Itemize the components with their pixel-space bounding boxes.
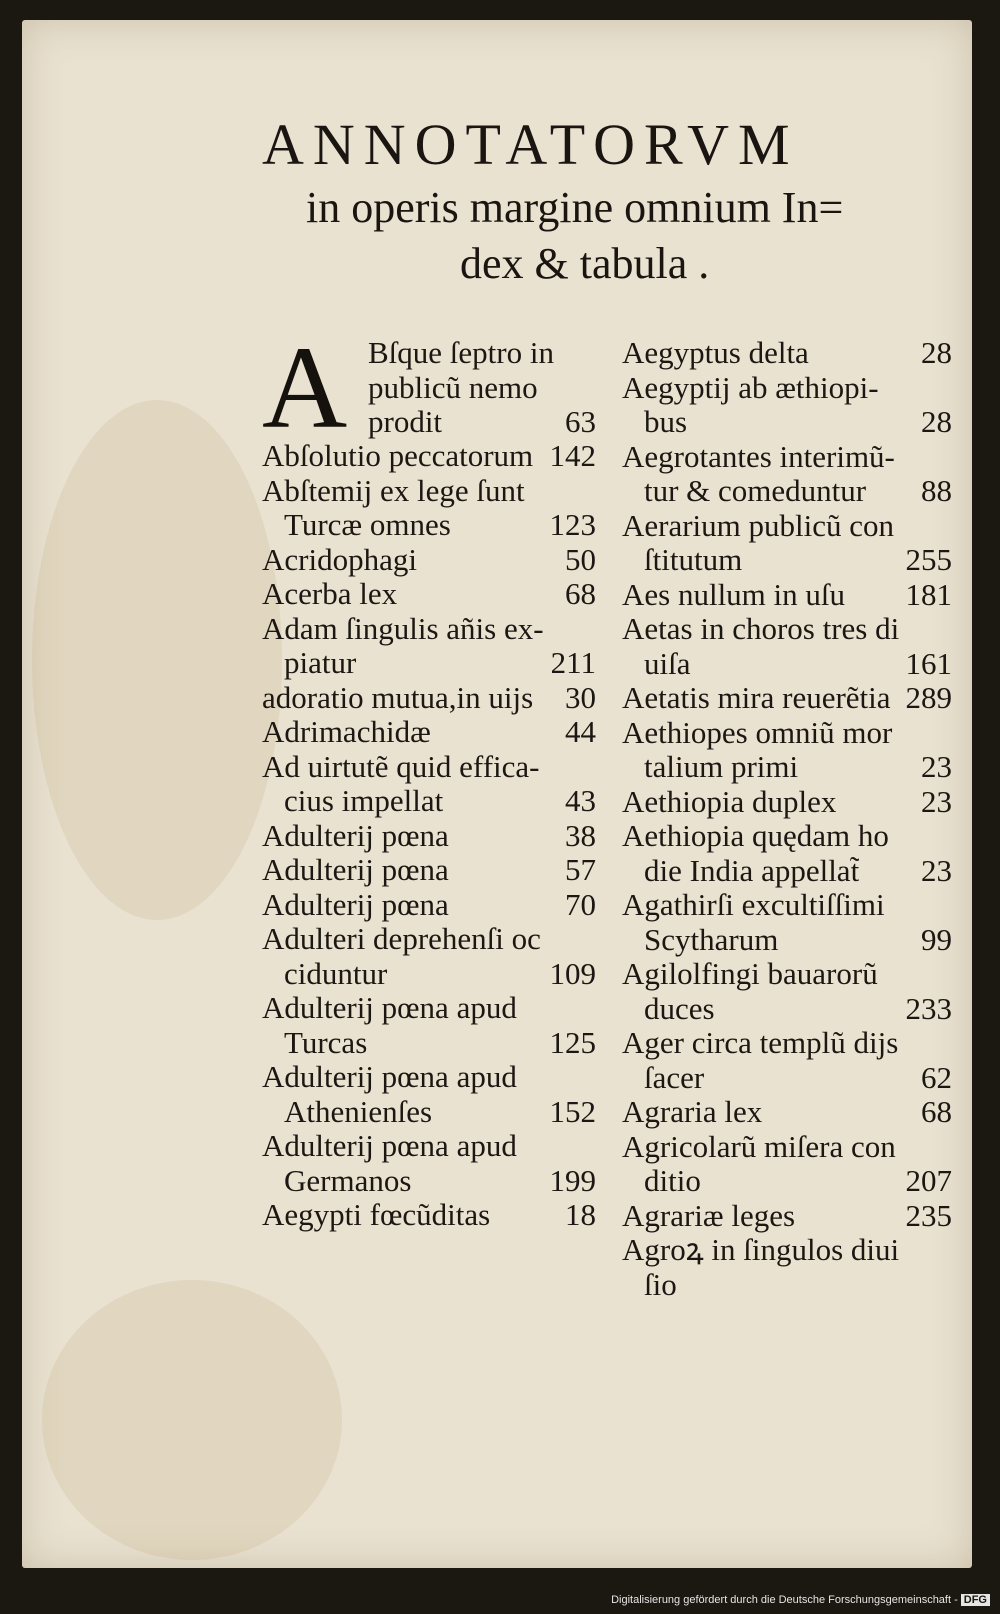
initial-entry bbox=[262, 322, 596, 453]
paper-stain bbox=[32, 400, 282, 920]
entry-text: Adulteri deprehenſi oc bbox=[262, 921, 541, 956]
index-entry bbox=[262, 888, 596, 923]
index-entry bbox=[262, 991, 596, 1060]
title-line-2: in operis margine omnium In= bbox=[306, 183, 844, 232]
entry-text: Ad uirtutẽ quid effica- bbox=[262, 748, 540, 784]
index-entry bbox=[622, 1130, 952, 1199]
entry-text: Agroꝝ in ſingulos diui bbox=[622, 1232, 900, 1267]
entry-continuation: ditio bbox=[644, 1164, 701, 1198]
entry-continuation: ſacer bbox=[644, 1060, 705, 1095]
entry-text: Aegyptus delta bbox=[622, 336, 809, 370]
index-entry bbox=[262, 681, 596, 716]
page-number: 44 bbox=[565, 714, 596, 749]
entry-continuation: bus bbox=[644, 405, 688, 439]
page-number: 161 bbox=[905, 645, 952, 681]
initial-entry-line: Bſque ſeptro in bbox=[368, 335, 554, 370]
page-number: 30 bbox=[565, 679, 596, 715]
entry-text: Abſolutio peccatorum bbox=[262, 439, 534, 473]
entry-continuation: cius impellat bbox=[284, 784, 444, 818]
index-entry bbox=[262, 577, 596, 612]
index-entry bbox=[622, 578, 952, 613]
entry-text: Agrariæ leges bbox=[622, 1198, 796, 1233]
index-column-left bbox=[262, 322, 596, 1233]
page-number: 28 bbox=[921, 404, 952, 439]
paper-stain bbox=[42, 1280, 342, 1560]
page-number: 23 bbox=[921, 852, 952, 888]
index-entry bbox=[262, 1060, 596, 1129]
index-entry bbox=[262, 922, 596, 991]
page-number: 23 bbox=[921, 783, 952, 819]
entry-text: Agraria lex bbox=[622, 1095, 763, 1129]
drop-cap-initial: A bbox=[262, 322, 348, 453]
index-entry bbox=[622, 716, 952, 785]
page-number: 23 bbox=[921, 749, 952, 784]
page-number: 43 bbox=[565, 783, 596, 818]
title-line-3: dex & tabula . bbox=[460, 239, 710, 288]
index-entry bbox=[622, 1199, 952, 1234]
entry-text: Adulterij pœna apud bbox=[262, 1059, 517, 1094]
entry-continuation: ſio bbox=[644, 1267, 677, 1302]
index-entry bbox=[622, 888, 952, 957]
entry-text: Acridophagi bbox=[262, 542, 417, 577]
page-number: 57 bbox=[565, 852, 596, 887]
entry-text: Aegrotantes interimũ- bbox=[622, 438, 895, 474]
index-entry bbox=[262, 715, 596, 750]
entry-continuation: Turcæ omnes bbox=[284, 508, 451, 542]
page-number: 68 bbox=[565, 576, 596, 611]
index-entry bbox=[262, 474, 596, 543]
index-entry bbox=[622, 336, 952, 371]
page-number: 99 bbox=[921, 921, 952, 957]
entry-text: Aes nullum in uſu bbox=[622, 577, 846, 612]
page-number: 199 bbox=[549, 1162, 596, 1198]
entry-continuation: tur & comeduntur bbox=[644, 474, 867, 508]
index-entry bbox=[262, 1198, 596, 1233]
index-entry bbox=[622, 1095, 952, 1130]
index-entry bbox=[262, 1129, 596, 1198]
index-entry bbox=[622, 785, 952, 820]
dfg-logo: DFG bbox=[961, 1594, 990, 1606]
index-entry bbox=[622, 957, 952, 1026]
entry-text: Agathirſi excultiſſimi bbox=[622, 887, 885, 922]
page-number: 233 bbox=[905, 990, 952, 1026]
entry-text: Aerarium publicũ con bbox=[622, 507, 895, 543]
index-entry bbox=[262, 819, 596, 854]
entry-text: Aethiopia quędam ho bbox=[622, 818, 889, 853]
page-number: 88 bbox=[921, 473, 952, 508]
entry-text: Adulterij pœna bbox=[262, 887, 449, 922]
page-number: 50 bbox=[565, 541, 596, 577]
entry-continuation: piatur bbox=[284, 646, 357, 680]
entry-continuation: die India appellat̃ bbox=[644, 853, 860, 888]
index-entry bbox=[622, 440, 952, 509]
entry-text: adoratio mutua,in uijs bbox=[262, 680, 534, 715]
entry-text: Acerba lex bbox=[262, 577, 398, 611]
entry-continuation: Scytharum bbox=[644, 922, 779, 957]
entry-text: Adam ſingulis añis ex- bbox=[262, 610, 544, 646]
entry-continuation: Turcas bbox=[284, 1025, 368, 1060]
index-entry bbox=[622, 509, 952, 578]
entry-text: Agilolfingi bauarorũ bbox=[622, 956, 878, 991]
page-number: 207 bbox=[905, 1163, 952, 1198]
digitization-credit bbox=[596, 1594, 990, 1606]
entry-continuation: Germanos bbox=[284, 1163, 412, 1198]
entry-continuation: Athenienſes bbox=[284, 1094, 433, 1129]
page-number: 62 bbox=[921, 1059, 952, 1095]
entry-text: Abſtemij ex lege ſunt bbox=[262, 472, 525, 508]
page-number: 123 bbox=[549, 507, 596, 542]
page-number: 109 bbox=[549, 955, 596, 991]
page-number: 152 bbox=[549, 1093, 596, 1129]
page-number: 211 bbox=[550, 645, 596, 680]
page-number: 63 bbox=[565, 404, 596, 439]
index-entry bbox=[262, 750, 596, 819]
page-number: 181 bbox=[905, 576, 952, 612]
entry-text: Aethiopes omniũ mor bbox=[622, 714, 893, 750]
entry-text: Aetas in choros tres di bbox=[622, 611, 900, 646]
entry-text: Aegypti fœcũditas bbox=[262, 1198, 491, 1232]
page-number: 68 bbox=[921, 1094, 952, 1129]
entry-text: Aetatis mira reuerẽtia bbox=[622, 681, 891, 715]
initial-entry-line: publicũ nemo bbox=[368, 369, 538, 405]
entry-continuation: duces bbox=[644, 991, 715, 1026]
page-number: 289 bbox=[905, 680, 952, 715]
page-number: 142 bbox=[549, 438, 596, 473]
initial-entry-line: prodit bbox=[368, 405, 443, 439]
page-number: 255 bbox=[905, 542, 952, 577]
index-entry bbox=[622, 371, 952, 440]
title-line-1: ANNOTATORVM bbox=[262, 112, 799, 177]
entry-text: Aegyptij ab æthiopi- bbox=[622, 369, 879, 405]
page-number: 28 bbox=[921, 335, 952, 370]
index-entry bbox=[622, 612, 952, 681]
entry-text: Adulterij pœna apud bbox=[262, 990, 517, 1025]
index-entry bbox=[622, 681, 952, 716]
index-column-right bbox=[622, 336, 952, 1302]
index-entry bbox=[262, 543, 596, 578]
page-number: 125 bbox=[549, 1024, 596, 1060]
page-number: 18 bbox=[565, 1197, 596, 1232]
entry-text: Ager circa templũ dijs bbox=[622, 1025, 899, 1060]
entry-text: Agricolarũ miſera con bbox=[622, 1128, 896, 1164]
entry-text: Adulterij pœna bbox=[262, 818, 449, 853]
entry-continuation: uiſa bbox=[644, 646, 691, 681]
page-number: 235 bbox=[905, 1197, 952, 1233]
entry-continuation: ſtitutum bbox=[644, 543, 743, 577]
index-entry bbox=[622, 819, 952, 888]
entry-text: Adulterij pœna bbox=[262, 853, 449, 887]
index-entry bbox=[262, 853, 596, 888]
entry-text: Adrimachidæ bbox=[262, 715, 431, 749]
entry-text: Aethiopia duplex bbox=[622, 784, 837, 819]
page-number: 70 bbox=[565, 886, 596, 922]
entry-text: Adulterij pœna apud bbox=[262, 1128, 517, 1163]
entry-continuation: talium primi bbox=[644, 750, 799, 784]
credit-text: Digitalisierung gefördert durch die Deutsche Forschungsgemeinschaft - bbox=[611, 1594, 958, 1606]
index-title bbox=[262, 110, 942, 292]
page-number: 38 bbox=[565, 817, 596, 853]
entry-continuation: ciduntur bbox=[284, 956, 388, 991]
index-entry bbox=[622, 1233, 952, 1302]
index-entry bbox=[622, 1026, 952, 1095]
index-entry bbox=[262, 612, 596, 681]
index-entry bbox=[262, 439, 596, 474]
